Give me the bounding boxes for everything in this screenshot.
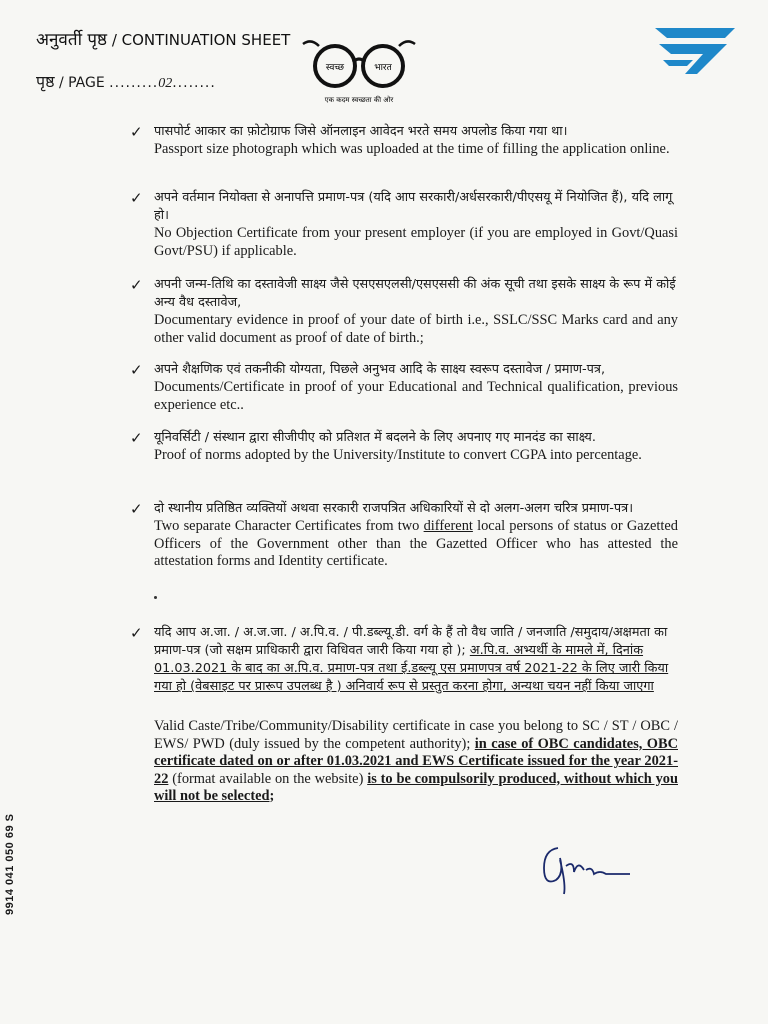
english-bold-underlined-2: is to be compulsorily produced, without which you will not be selected: [154, 770, 678, 804]
list-item: [130, 429, 678, 465]
hindi-underlined: अ.पि.व. अभ्यर्थी के मामले में, दिनांक 01.03.2021 के बाद का अ.पि.व. प्रमाण-पत्र तथा ई.डब्ल्यू एस प्रमाणपत्र वर्ष 2021-22 के लिए जारी किया गया हो (वेबसाइट पर प्रारूप उपलब्ध है ) अनिवार्य रूप से प्रस्तुत करना होगा, अन्यथा चयन नहीं किया जाएगा: [154, 643, 669, 694]
english-part-b: local persons of status or Gazetted Officers of the Government other than the Gazetted Officer who has attested the attestation forms and Identity certificate.: [154, 518, 678, 569]
check-icon: ✓: [130, 189, 143, 207]
signature: [530, 830, 640, 900]
check-icon: ✓: [130, 500, 143, 518]
item-english: Documentary evidence in proof of your date of birth i.e., SSLC/SSC Marks card and any other valid document as proof of date of birth.;: [154, 312, 678, 346]
item-hindi: दो स्थानीय प्रतिष्ठित व्यक्तियों अथवा सरकारी राजपत्रित अधिकारियों से दो अलग-अलग चरित्र प्रमाण-पत्र।: [154, 501, 634, 516]
list-item: [130, 123, 678, 159]
english-underlined: different: [423, 518, 473, 534]
check-icon: ✓: [130, 624, 143, 642]
item-hindi: अपने शैक्षणिक एवं तकनीकी योग्यता, पिछले अनुभव आदि के साक्ष्य स्वरूप दस्तावेज / प्रमाण-पत्र,: [154, 362, 606, 377]
list-item: [130, 500, 678, 571]
item-english: Proof of norms adopted by the University/Institute to convert CGPA into percentage.: [154, 447, 642, 463]
page-label-english: / PAGE: [58, 75, 105, 91]
item-hindi: यूनिवर्सिटी / संस्थान द्वारा सीजीपीए को प्रतिशत में बदलने के लिए अपनाए गए मानदंड का साक्ष्य.: [154, 430, 596, 445]
item-english: Documents/Certificate in proof of your Educational and Technical qualification, previous experience etc..: [154, 379, 678, 413]
page-label-hindi: पृष्ठ: [36, 72, 55, 91]
check-icon: ✓: [130, 361, 143, 379]
item-hindi: अपनी जन्म-तिथि का दस्तावेजी साक्ष्य जैसे एसएसएलसी/एसएससी की अंक सूची तथा इसके साक्ष्य के रूप में कोई अन्य वैध दस्तावेज,: [154, 277, 676, 310]
item-english: No Objection Certificate from your present employer (if you are employed in Govt/Quasi Govt/PSU) if applicable.: [154, 225, 678, 259]
english-part-a: Two separate Character Certificates from two: [154, 518, 420, 534]
english-end: ;: [269, 788, 275, 804]
page-number-line: पृष्ठ / PAGE .........02........: [36, 72, 216, 91]
swachh-bharat-logo: [297, 36, 421, 110]
logo-tagline: एक कदम स्वच्छता की ओर: [324, 96, 394, 104]
item-english: Passport size photograph which was uploaded at the time of filling the application online.: [154, 141, 670, 157]
item-english: [154, 718, 678, 806]
side-serial-number: 9914 041 050 69 S: [4, 813, 16, 915]
stray-dot: [154, 596, 157, 599]
title-hindi: अनुवर्ती पृष्ठ: [36, 30, 108, 50]
item-hindi: अपने वर्तमान नियोक्ता से अनापत्ति प्रमाण-पत्र (यदि आप सरकारी/अर्धसरकारी/पीएसयू में नियोजित हैं), यदि लागू हो।: [154, 190, 673, 223]
english-part-a: Valid Caste/Tribe/Community/Disability certificate in case you belong to SC / ST / OBC / EWS/ PWD (duly issued by the competent authority);: [154, 718, 678, 752]
header-title: [36, 27, 290, 50]
hindi-part-a: यदि आप अ.जा. / अ.ज.जा. / अ.पि.व. / पी.डब्ल्यू.डी. वर्ग के हैं तो वैध जाति / जनजाति /समुदाय/अक्षमता का प्रमाण-पत्र (जो सक्षम प्राधिकारी द्वारा विधिवत जारी किया गया हो );: [154, 625, 668, 658]
list-item: [130, 276, 678, 347]
item-english: [154, 518, 678, 571]
list-item: [130, 361, 678, 414]
title-english: / CONTINUATION SHEET: [111, 31, 291, 49]
list-item: [130, 624, 678, 806]
english-part-c: (format available on the website): [172, 770, 364, 787]
item-hindi: पासपोर्ट आकार का फ़ोटोग्राफ जिसे ऑनलाइन आवेदन भरते समय अपलोड किया गया था।: [154, 124, 568, 139]
logo-right-text: भारत: [374, 63, 392, 73]
check-icon: ✓: [130, 276, 143, 294]
logo-left-text: स्वच्छ: [325, 63, 345, 73]
page-number: 02: [158, 76, 173, 91]
item-hindi: [154, 624, 678, 696]
check-icon: ✓: [130, 429, 143, 447]
railway-logo-icon: [645, 24, 737, 76]
english-bold-underlined-1: in case of OBC candidates, OBC certificate dated on or after 01.03.2021 and EWS Certificate issued for the year 2021-22: [154, 735, 678, 787]
list-item: [130, 189, 678, 260]
check-icon: ✓: [130, 123, 143, 141]
